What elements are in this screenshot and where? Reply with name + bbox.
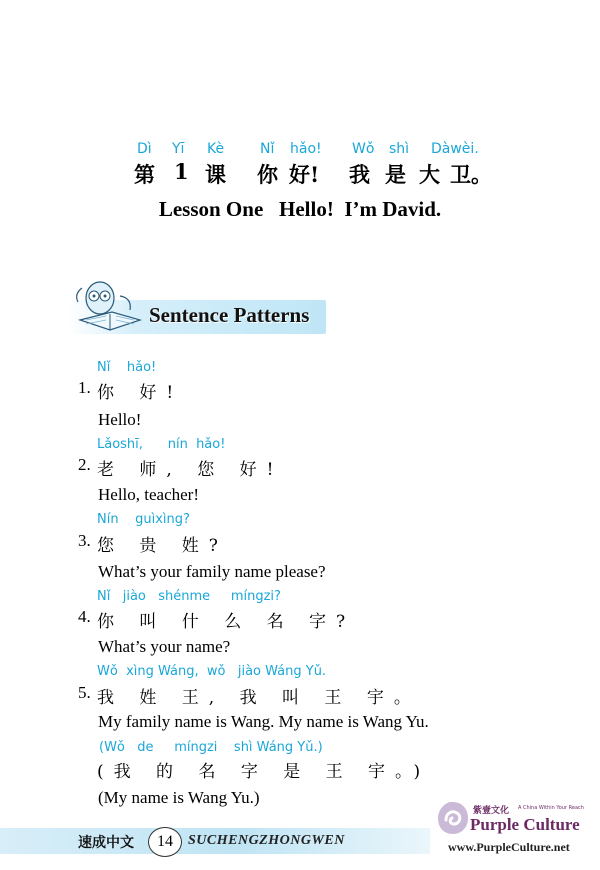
title-pinyin-word: Dàwèi.	[431, 141, 479, 157]
sentence-number: 5.	[78, 683, 91, 702]
title-hanzi-char: 第	[134, 162, 155, 187]
title-hanzi-char: 我	[349, 162, 370, 187]
sentence-hanzi: 你 叫 什 么 名 字?	[97, 612, 356, 632]
sentence-pinyin: Nín guìxìng?	[97, 512, 190, 527]
footer-brand: 速成中文	[78, 835, 134, 851]
sentence-english: What’s your name?	[98, 637, 231, 656]
title-pinyin-word: Wǒ	[352, 141, 375, 157]
purple-culture-logo-icon	[436, 800, 470, 836]
title-pinyin-word: shì	[389, 141, 410, 157]
sentence-hanzi: 您 贵 姓?	[97, 536, 228, 556]
logo-cn-text: 紫壹文化	[473, 806, 510, 816]
title-hanzi-char: 大	[419, 162, 440, 187]
title-pinyin-word: hǎo!	[290, 141, 322, 157]
sentence-pinyin: Lǎoshī, nín hǎo!	[97, 437, 226, 452]
sentence-number: 1.	[78, 378, 91, 397]
title-hanzi-char: 你	[257, 162, 278, 187]
title-hanzi-char: 1	[174, 159, 189, 184]
title-hanzi-char: 是	[385, 162, 406, 187]
sentence-english: Hello, teacher!	[98, 485, 199, 504]
logo-url[interactable]: www.PurpleCulture.net	[448, 840, 570, 854]
title-pinyin-word: Kè	[207, 141, 225, 157]
note-hanzi: (我 的 名 字 是 王 宇。)	[97, 762, 431, 782]
sentence-hanzi: 我 姓 王, 我 叫 王 宇。	[97, 688, 421, 708]
sentence-pinyin: Nǐ jiào shénme míngzi?	[97, 589, 281, 604]
note-pinyin: (Wǒ de míngzi shì Wáng Yǔ.)	[99, 740, 323, 755]
title-pinyin-word: Dì	[137, 141, 152, 157]
sentence-english: Hello!	[98, 410, 142, 429]
sentence-hanzi: 老 师, 您 好!	[97, 460, 284, 480]
page-number: 14	[148, 827, 182, 857]
sentence-english: My family name is Wang. My name is Wang Yu.	[98, 712, 429, 731]
logo-name: Purple Culture	[470, 815, 580, 834]
logo-tagline: A China Within Your Reach	[518, 805, 584, 811]
note-english: (My name is Wang Yu.)	[98, 788, 260, 807]
sentence-number: 2.	[78, 455, 91, 474]
mascot-reading-icon	[70, 276, 150, 336]
sentence-english: What’s your family name please?	[98, 562, 326, 581]
title-pinyin-word: Nǐ	[260, 141, 275, 157]
sentence-hanzi: 你 好!	[97, 383, 184, 403]
section-heading: Sentence Patterns	[149, 303, 310, 327]
title-hanzi-char: 卫。	[450, 162, 492, 187]
sentence-number: 3.	[78, 531, 91, 550]
title-hanzi-char: 好!	[289, 162, 320, 187]
sentence-number: 4.	[78, 607, 91, 626]
title-pinyin-word: Yī	[172, 141, 185, 157]
title-hanzi-char: 课	[205, 162, 226, 187]
lesson-title: Lesson One Hello! I’m David.	[158, 197, 442, 221]
sentence-pinyin: Wǒ xìng Wáng, wǒ jiào Wáng Yǔ.	[97, 664, 327, 679]
footer-roman: SUCHENGZHONGWEN	[188, 833, 345, 848]
sentence-pinyin: Nǐ hǎo!	[97, 360, 157, 375]
